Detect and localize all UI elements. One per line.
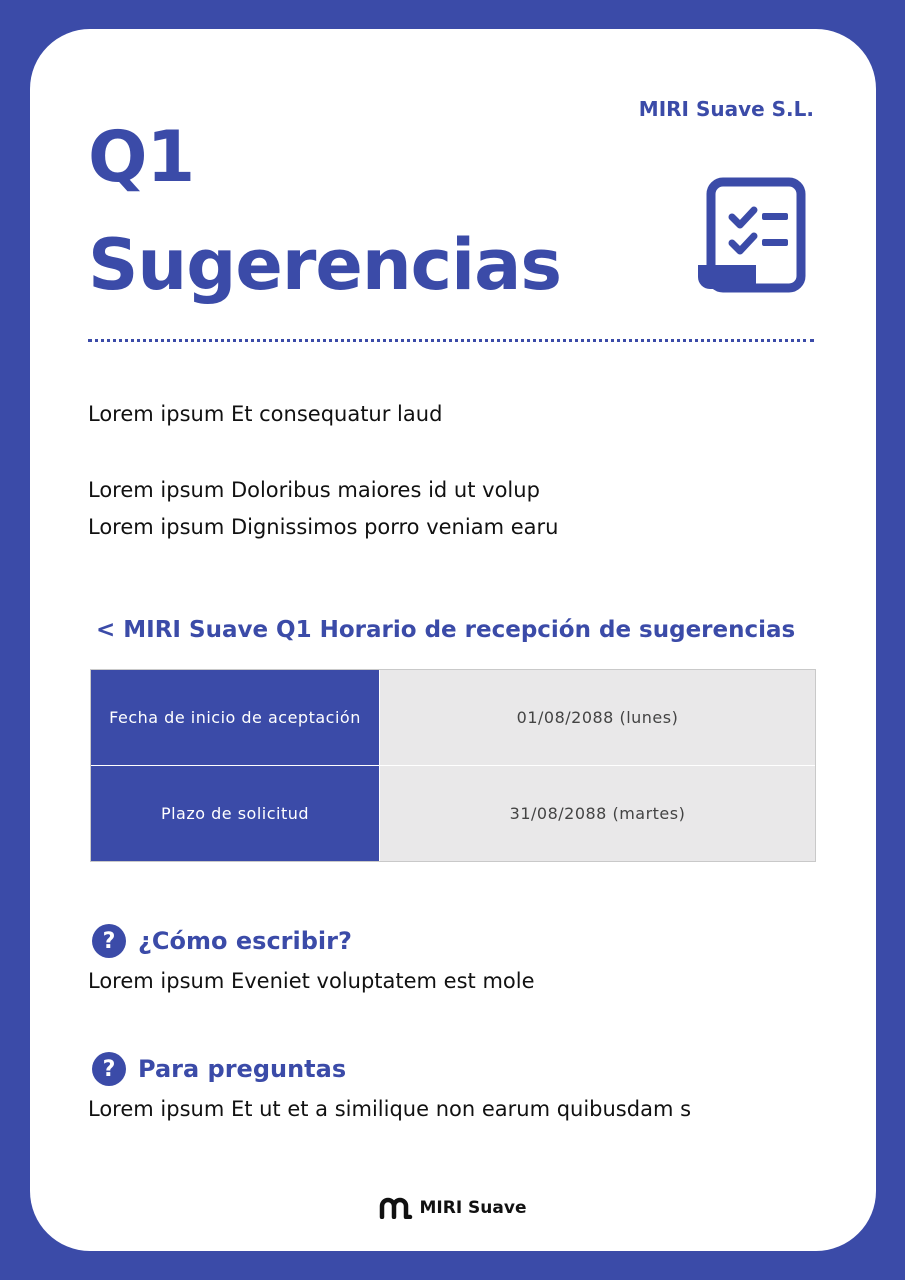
checklist-document-icon bbox=[696, 177, 810, 295]
table-row bbox=[91, 765, 815, 861]
section-text: Lorem ipsum Et ut et a similique non earum quibusdam s bbox=[88, 1097, 692, 1121]
flyer-card bbox=[30, 29, 876, 1251]
company-name: MIRI Suave S.L. bbox=[638, 97, 814, 121]
miri-logo-icon bbox=[379, 1197, 413, 1219]
row-value: 01/08/2088 (lunes) bbox=[379, 670, 815, 765]
page-title bbox=[88, 103, 561, 319]
section-text: Lorem ipsum Eveniet voluptatem est mole bbox=[88, 969, 535, 993]
row-label: Plazo de solicitud bbox=[91, 766, 379, 861]
footer-brand-name: MIRI Suave bbox=[419, 1198, 527, 1218]
row-value: 31/08/2088 (martes) bbox=[379, 766, 815, 861]
section-title bbox=[92, 1049, 848, 1089]
intro-text bbox=[88, 396, 828, 546]
schedule-heading: < MIRI Suave Q1 Horario de recepción de sugerencias bbox=[96, 617, 796, 643]
questions-section bbox=[88, 1049, 848, 1121]
dotted-divider bbox=[88, 339, 814, 342]
table-row bbox=[91, 670, 815, 765]
footer-brand bbox=[30, 1197, 876, 1219]
title-line-main: Sugerencias bbox=[88, 224, 562, 306]
section-title bbox=[92, 921, 848, 961]
row-label: Fecha de inicio de aceptación bbox=[91, 670, 379, 765]
how-to-write-section bbox=[88, 921, 848, 993]
question-icon: ? bbox=[92, 1052, 126, 1086]
schedule-table bbox=[90, 669, 816, 862]
title-line-quarter: Q1 bbox=[88, 116, 195, 198]
intro-line: Lorem ipsum Dignissimos porro veniam earu bbox=[88, 515, 559, 539]
question-icon: ? bbox=[92, 924, 126, 958]
section-heading: Para preguntas bbox=[138, 1055, 347, 1083]
intro-line: Lorem ipsum Doloribus maiores id ut volup bbox=[88, 478, 540, 502]
section-heading: ¿Cómo escribir? bbox=[138, 927, 352, 955]
intro-line: Lorem ipsum Et consequatur laud bbox=[88, 402, 443, 426]
